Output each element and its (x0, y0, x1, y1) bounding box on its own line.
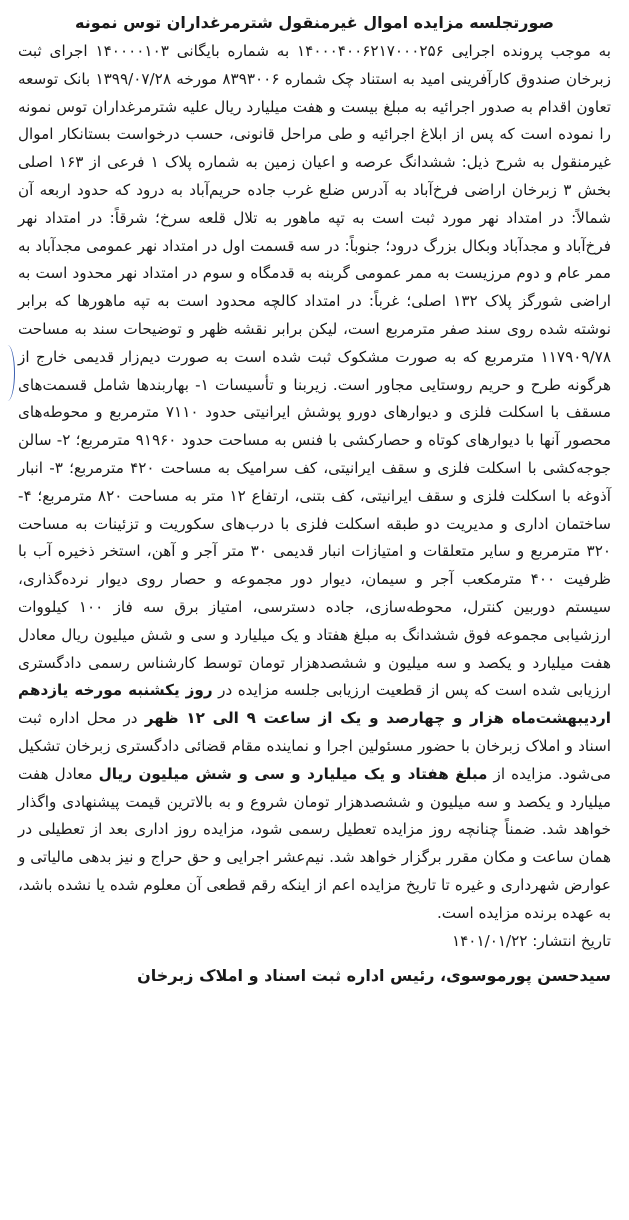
notice-title: صورتجلسه مزایده اموال غیرمنقول شترمرغداران توس نمونه (75, 13, 554, 32)
auction-date-highlight: روز یکشنبه مورخه یازدهم اردیبهشت‌ماه هزار و چهارصد و یک از ساعت ۹ الی ۱۲ ظهر (18, 681, 611, 728)
body-segment: به موجب پرونده اجرایی ۱۴۰۰۰۴۰۰۶۲۱۷۰۰۰۲۵۶ به شماره بایگانی ۱۴۰۰۰۰۱۰۳ اجرای ثبت زبرخان صندوق کارآفرینی امید به استناد چک شماره ۸۳۹۳۰۰۶ مورخه ۱۳۹۹/۰۷/۲۸ بانک توسعه تعاون اقدام به صدور اجرائیه به مبلغ بیست و هفت میلیارد ریال علیه شترمرغداران توس نمونه را نموده است که پس از ابلاغ اجرائیه و طی مراحل قانونی، حسب درخواست بستانکار اموال غیرمنقول به شرح ذیل: ششدانگ عرصه و اعیان زمین به شماره پلاک ۱ فرعی از ۱۶۳ اصلی بخش ۳ زبرخان اراضی فرخ‌آباد به آدرس ضلع غرب جاده حریم‌آباد به درود که حدود اربعه آن شمالاً: در امتداد نهر مورد ثبت است به تپه ماهور به تلال قلعه سرخ؛ شرقاً: در امتداد نهر فرخ‌آباد و مجدآباد وبکال بزرگ درود؛ جنوباً: در سه قسمت اول در امتداد نهر عمومی مجدآباد به ممر عام و دوم مرزیست به ممر عمومی گربنه به قدمگاه و سوم در امتداد نهر محدود است به اراضی شورگز پلاک ۱۳۲ اصلی؛ غرباً: در امتداد کالچه محدود است به تپه ماهورها که برابر نوشته شده روی سند صفر مترمربع است، لیکن برابر نقشه ظهر و توضیحات سند به مساحت ۱۱۷۹۰۹/۷۸ مترمربع که به صورت مشکوک ثبت شده است به صورت دیم‌زار قدیمی خارج از هرگونه طرح و حریم روستایی مجاور است. زیربنا و تأسیسات ۱- بهاربندها شامل قسمت‌های مسقف با اسکلت فلزی و دیوارهای دورو پوشش ایرانیتی حدود ۷۱۱۰ مترمربع و محوطه‌های محصور آنها با دیوارهای کوتاه و حصارکشی با فنس به مساحت حدود ۹۱۹۶۰ مترمربع؛ ۲- سالن جوجه‌کشی با اسکلت فلزی و سقف ایرانیتی، کف سرامیک به مساحت ۴۲۰ مترمربع؛ ۳- انبار آذوغه با اسکلت فلزی و سقف ایرانیتی، کف بتنی، ارتفاع ۱۲ متر به مساحت ۸۲۰ مترمربع؛ ۴- ساختمان اداری و مدیریت دو طبقه اسکلت فلزی با درب‌های سکوریت و تزئینات به مساحت ۳۲۰ مترمربع و سایر متعلقات و امتیازات انبار قدیمی ۳۰ متر آجر و آهن، استخر ذخیره آب با ظرفیت ۴۰۰ مترمکعب آجر و سیمان، دیوار دور مجموعه و حصار روی دیوار نرده‌گذاری، سیستم دوربین کنترل، محوطه‌سازی، جاده دسترسی، امتیاز برق سه فاز ۱۰۰ کیلووات ارزشیابی مجموعه فوق ششدانگ به مبلغ هفتاد و یک میلیارد و سی و شش میلیون ریال معادل هفت میلیارد و یکصد و سه میلیون و ششصدهزار تومان توسط کارشناس رسمی دادگستری ارزیابی شده است که پس از قطعیت ارزیابی جلسه مزایده در (18, 42, 612, 700)
scan-edge-mark (0, 345, 15, 401)
signature-line: سیدحسن پورموسوی، رئیس اداره ثبت اسناد و املاک زبرخان (137, 965, 611, 985)
notice-body (18, 38, 611, 928)
publish-date: تاریخ انتشار: ۱۴۰۱/۰۱/۲۲ (451, 931, 611, 950)
starting-price-highlight: مبلغ هفتاد و یک میلیارد و سی و شش میلیون ریال (98, 764, 488, 783)
body-segment: معادل هفت میلیارد و یکصد و سه میلیون و ششصدهزار تومان شروع و به بالاترین قیمت پیشنهادی واگذار خواهد شد. ضمناً چنانچه روز مزایده تعطیل رسمی شود، مزایده روز اداری بعد از تعطیلی در همان ساعت و مکان مقرر برگزار خواهد شد. نیم‌عشر اجرایی و حق حراج و نیز بدهی مالیاتی و عوارض شهرداری و غیره تا تاریخ مزایده اعم از اینکه رقم قطعی آن معلوم شده یا نشده باشد، به عهده برنده مزایده است. (18, 764, 611, 922)
body-segment: در محل اداره ثبت اسناد و املاک زبرخان با حضور مسئولین اجرا و نماینده مقام قضائی دادگستری زبرخان تشکیل می‌شود. مزایده از (18, 709, 612, 783)
